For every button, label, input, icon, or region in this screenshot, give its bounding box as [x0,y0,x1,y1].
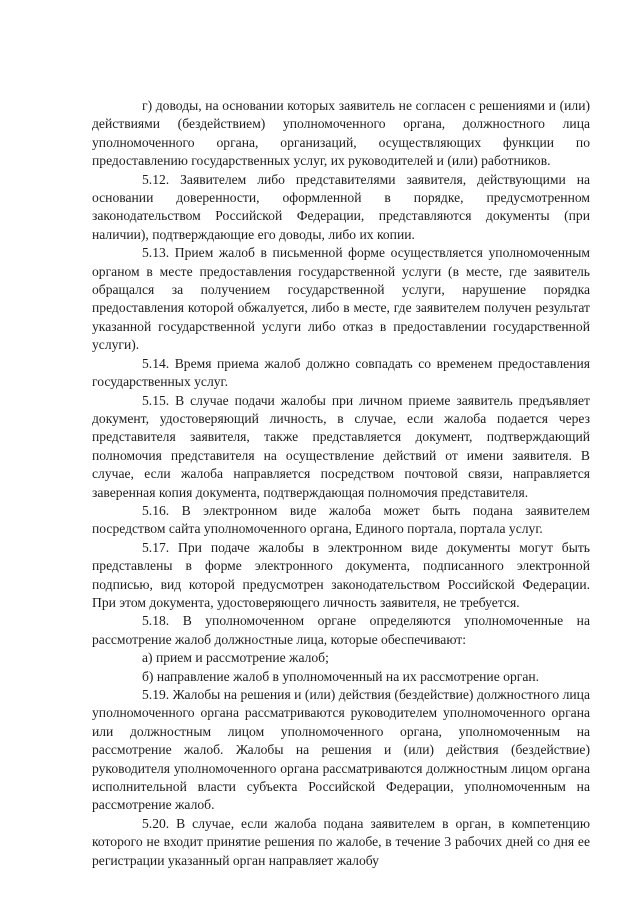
paragraph-5-17: 5.17. При подаче жалобы в электронном виде документы могут быть представлены в форме электронного документа, подписанного электронной подписью, вид которой предусмотрен законодательством Российской Федерации. При этом документа, удостоверяющего личность заявителя, не требуется. [92,539,590,610]
paragraph-5-20: 5.20. В случае, если жалоба подана заявителем в орган, в компетенцию которого не входит принятие решения по жалобе, в течение 3 рабочих дней со дня ее регистрации указанный орган направляет жалобу [92,815,590,868]
paragraph-5-16: 5.16. В электронном виде жалоба может быть подана заявителем посредством сайта уполномоченного органа, Единого портала, портала услуг. [92,502,590,537]
document-body [92,97,590,870]
paragraph-5-15: 5.15. В случае подачи жалобы при личном приеме заявитель предъявляет документ, удостоверяющий личность, в случае, если жалоба подается через представителя заявителя, также представляется документ, подтверждающий полномочия представителя на осуществление действий от имени заявителя. В случае, если жалоба направляется посредством почтовой связи, направляется заверенная копия документа, подтверждающая полномочия представителя. [92,392,590,500]
paragraph-5-14: 5.14. Время приема жалоб должно совпадать со временем предоставления государственных услуг. [92,355,590,390]
paragraph-5-18-b: б) направление жалоб в уполномоченный на их рассмотрение орган. [142,668,540,684]
paragraph-5-18-a: а) прием и рассмотрение жалоб; [142,650,329,666]
paragraph-5-19: 5.19. Жалобы на решения и (или) действия (бездействие) должностного лица уполномоченного органа рассматриваются руководителем уполномоченного органа или должностным лицом уполномоченного органа, уполномоченным на рассмотрение жалоб. Жалобы на решения и (или) действия (бездействие) руководителя уполномоченного органа рассматриваются должностным лицом органа исполнительной власти субъекта Российской Федерации, уполномоченным на рассмотрение жалоб. [92,687,590,813]
paragraph-item-g: г) доводы, на основании которых заявитель не согласен с решениями и (или) действиями (бездействием) уполномоченного органа, должностного лица уполномоченного органа, организаций, осуществляющих функции по предоставлению государственных услуг, их руководителей и (или) работников. [92,98,590,169]
paragraph-5-12: 5.12. Заявителем либо представителями заявителя, действующими на основании доверенности, оформленной в порядке, предусмотренном законодательством Российской Федерации, представляются документы (при наличии), подтверждающие его доводы, либо их копии. [92,171,590,242]
paragraph-5-13: 5.13. Прием жалоб в письменной форме осуществляется уполномоченным органом в месте предоставления государственной услуги (в месте, где заявитель обращался за получением государственной услуги, нарушение порядка предоставления которой обжалуется, либо в месте, где заявителем получен результат указанной государственной услуги либо отказ в предоставлении государственной услуги). [92,245,590,353]
paragraph-5-18: 5.18. В уполномоченном органе определяются уполномоченные на рассмотрение жалоб должностные лица, которые обеспечивают: [92,613,590,647]
